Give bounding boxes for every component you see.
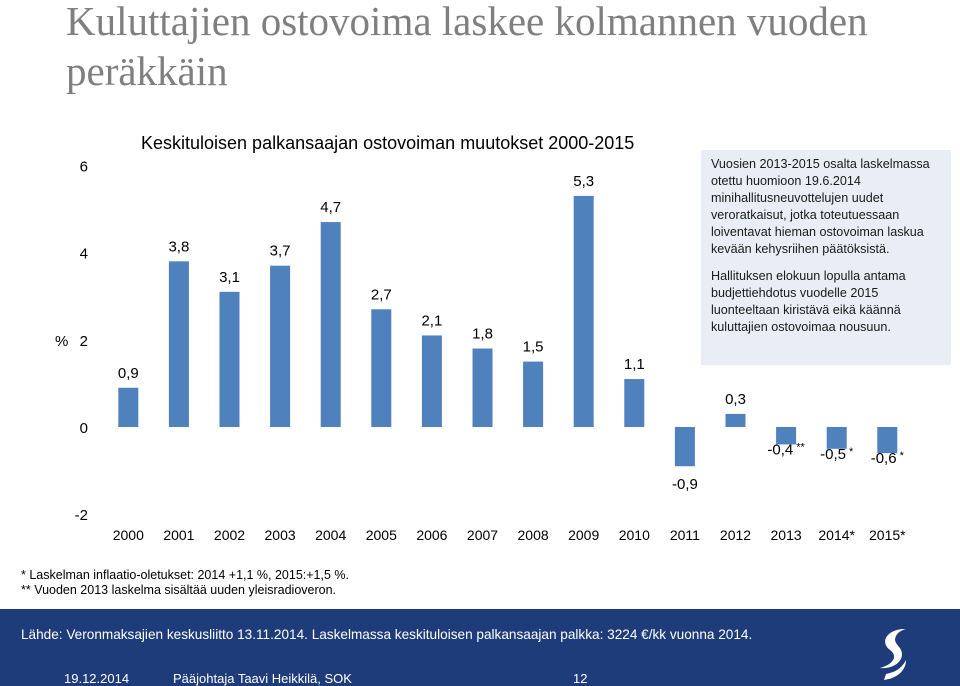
note-paragraph-1: Vuosien 2013-2015 osalta laskelmassa otettu huomioon 19.6.2014 minihallitusneuvottelujen uudet veroratkaisut, jotka toteutuessaan loiventavat hieman ostovoiman laskua kevään kehysriihen päätöksistä. xyxy=(711,157,930,256)
bar xyxy=(675,427,695,466)
bar xyxy=(270,266,290,427)
x-tick-label: 2006 xyxy=(416,527,448,543)
slide-title: Kuluttajien ostovoima laskee kolmannen vuoden peräkkäin xyxy=(66,0,868,94)
y-tick-label: 4 xyxy=(79,245,88,263)
footnotes xyxy=(21,568,349,598)
y-tick-label: 6 xyxy=(79,158,88,176)
x-tick-label: 2009 xyxy=(568,527,600,543)
data-label: 3,1 xyxy=(219,268,240,286)
data-label: 1,8 xyxy=(472,325,493,343)
bar xyxy=(422,335,442,427)
source-text: Lähde: Veronmaksajien keskusliitto 13.11.2014. Laskelmassa keskituloisen palkansaajan palkka: 3224 €/kk vuonna 2014. xyxy=(21,627,753,642)
x-tick-label: 2003 xyxy=(264,527,296,543)
page-number: 12 xyxy=(573,671,588,686)
data-label: 1,5 xyxy=(522,338,544,356)
note-box xyxy=(701,150,951,365)
bar xyxy=(118,388,138,427)
footnote-inflation: * Laskelman inflaatio-oletukset: 2014 +1,1 %, 2015:+1,5 %. xyxy=(21,568,349,582)
x-tick-label: 2000 xyxy=(112,527,144,543)
x-tick-label: 2015* xyxy=(869,527,906,543)
y-axis-label: % xyxy=(55,332,69,350)
x-tick-label: 2011 xyxy=(669,527,700,543)
x-tick-label: 2014* xyxy=(818,527,855,543)
bar xyxy=(473,349,493,427)
x-tick-label: 2002 xyxy=(213,527,246,543)
x-tick-label: 2007 xyxy=(466,527,499,543)
data-label: -0,5 * xyxy=(820,445,854,463)
sok-logo-icon xyxy=(872,626,916,684)
footer-band xyxy=(0,609,960,686)
x-tick-label: 2004 xyxy=(315,527,347,543)
bar xyxy=(169,261,189,427)
bar xyxy=(726,414,746,427)
bar xyxy=(574,196,594,427)
bar xyxy=(220,292,240,427)
data-label: 3,7 xyxy=(269,242,291,260)
footnote-yleisradiovero: ** Vuoden 2013 laskelma sisältää uuden yleisradioveron. xyxy=(21,583,337,597)
label-marker: * xyxy=(848,445,854,458)
label-marker: ** xyxy=(796,441,805,454)
bar xyxy=(321,222,341,427)
data-label: 0,9 xyxy=(117,364,139,382)
data-label: 3,8 xyxy=(168,238,190,256)
y-tick-label: -2 xyxy=(74,507,88,525)
label-marker: * xyxy=(899,450,904,463)
footer-author: Pääjohtaja Taavi Heikkilä, SOK xyxy=(173,671,352,686)
data-label: 5,3 xyxy=(573,172,595,190)
x-tick-label: 2005 xyxy=(365,527,397,543)
x-tick-label: 2001 xyxy=(163,527,195,543)
data-label: 0,3 xyxy=(725,390,746,408)
data-label: 2,1 xyxy=(421,312,443,330)
note-paragraph-2: Hallituksen elokuun lopulla antama budjettiehdotus vuodelle 2015 luonteeltaan kiristävä eikä käännä kuluttajien ostovoimaa nousuun. xyxy=(711,269,906,334)
y-tick-label: 2 xyxy=(79,332,88,350)
footer-date: 19.12.2014 xyxy=(64,671,130,686)
data-label: -0,4 ** xyxy=(767,441,805,459)
x-tick-label: 2013 xyxy=(770,527,802,543)
x-tick-label: 2010 xyxy=(618,527,650,543)
chart-title: Keskituloisen palkansaajan ostovoiman muutokset 2000-2015 xyxy=(141,133,635,153)
data-label: 4,7 xyxy=(320,199,342,217)
x-tick-label: 2012 xyxy=(719,527,752,543)
data-label: -0,6 * xyxy=(870,450,904,468)
data-label: -0,9 xyxy=(671,476,698,494)
bar xyxy=(624,379,644,427)
bar xyxy=(523,362,543,427)
data-label: 2,7 xyxy=(370,286,392,304)
data-label: 1,1 xyxy=(623,356,645,374)
y-tick-label: 0 xyxy=(79,420,88,437)
bar xyxy=(371,309,391,427)
x-tick-label: 2008 xyxy=(517,527,549,543)
